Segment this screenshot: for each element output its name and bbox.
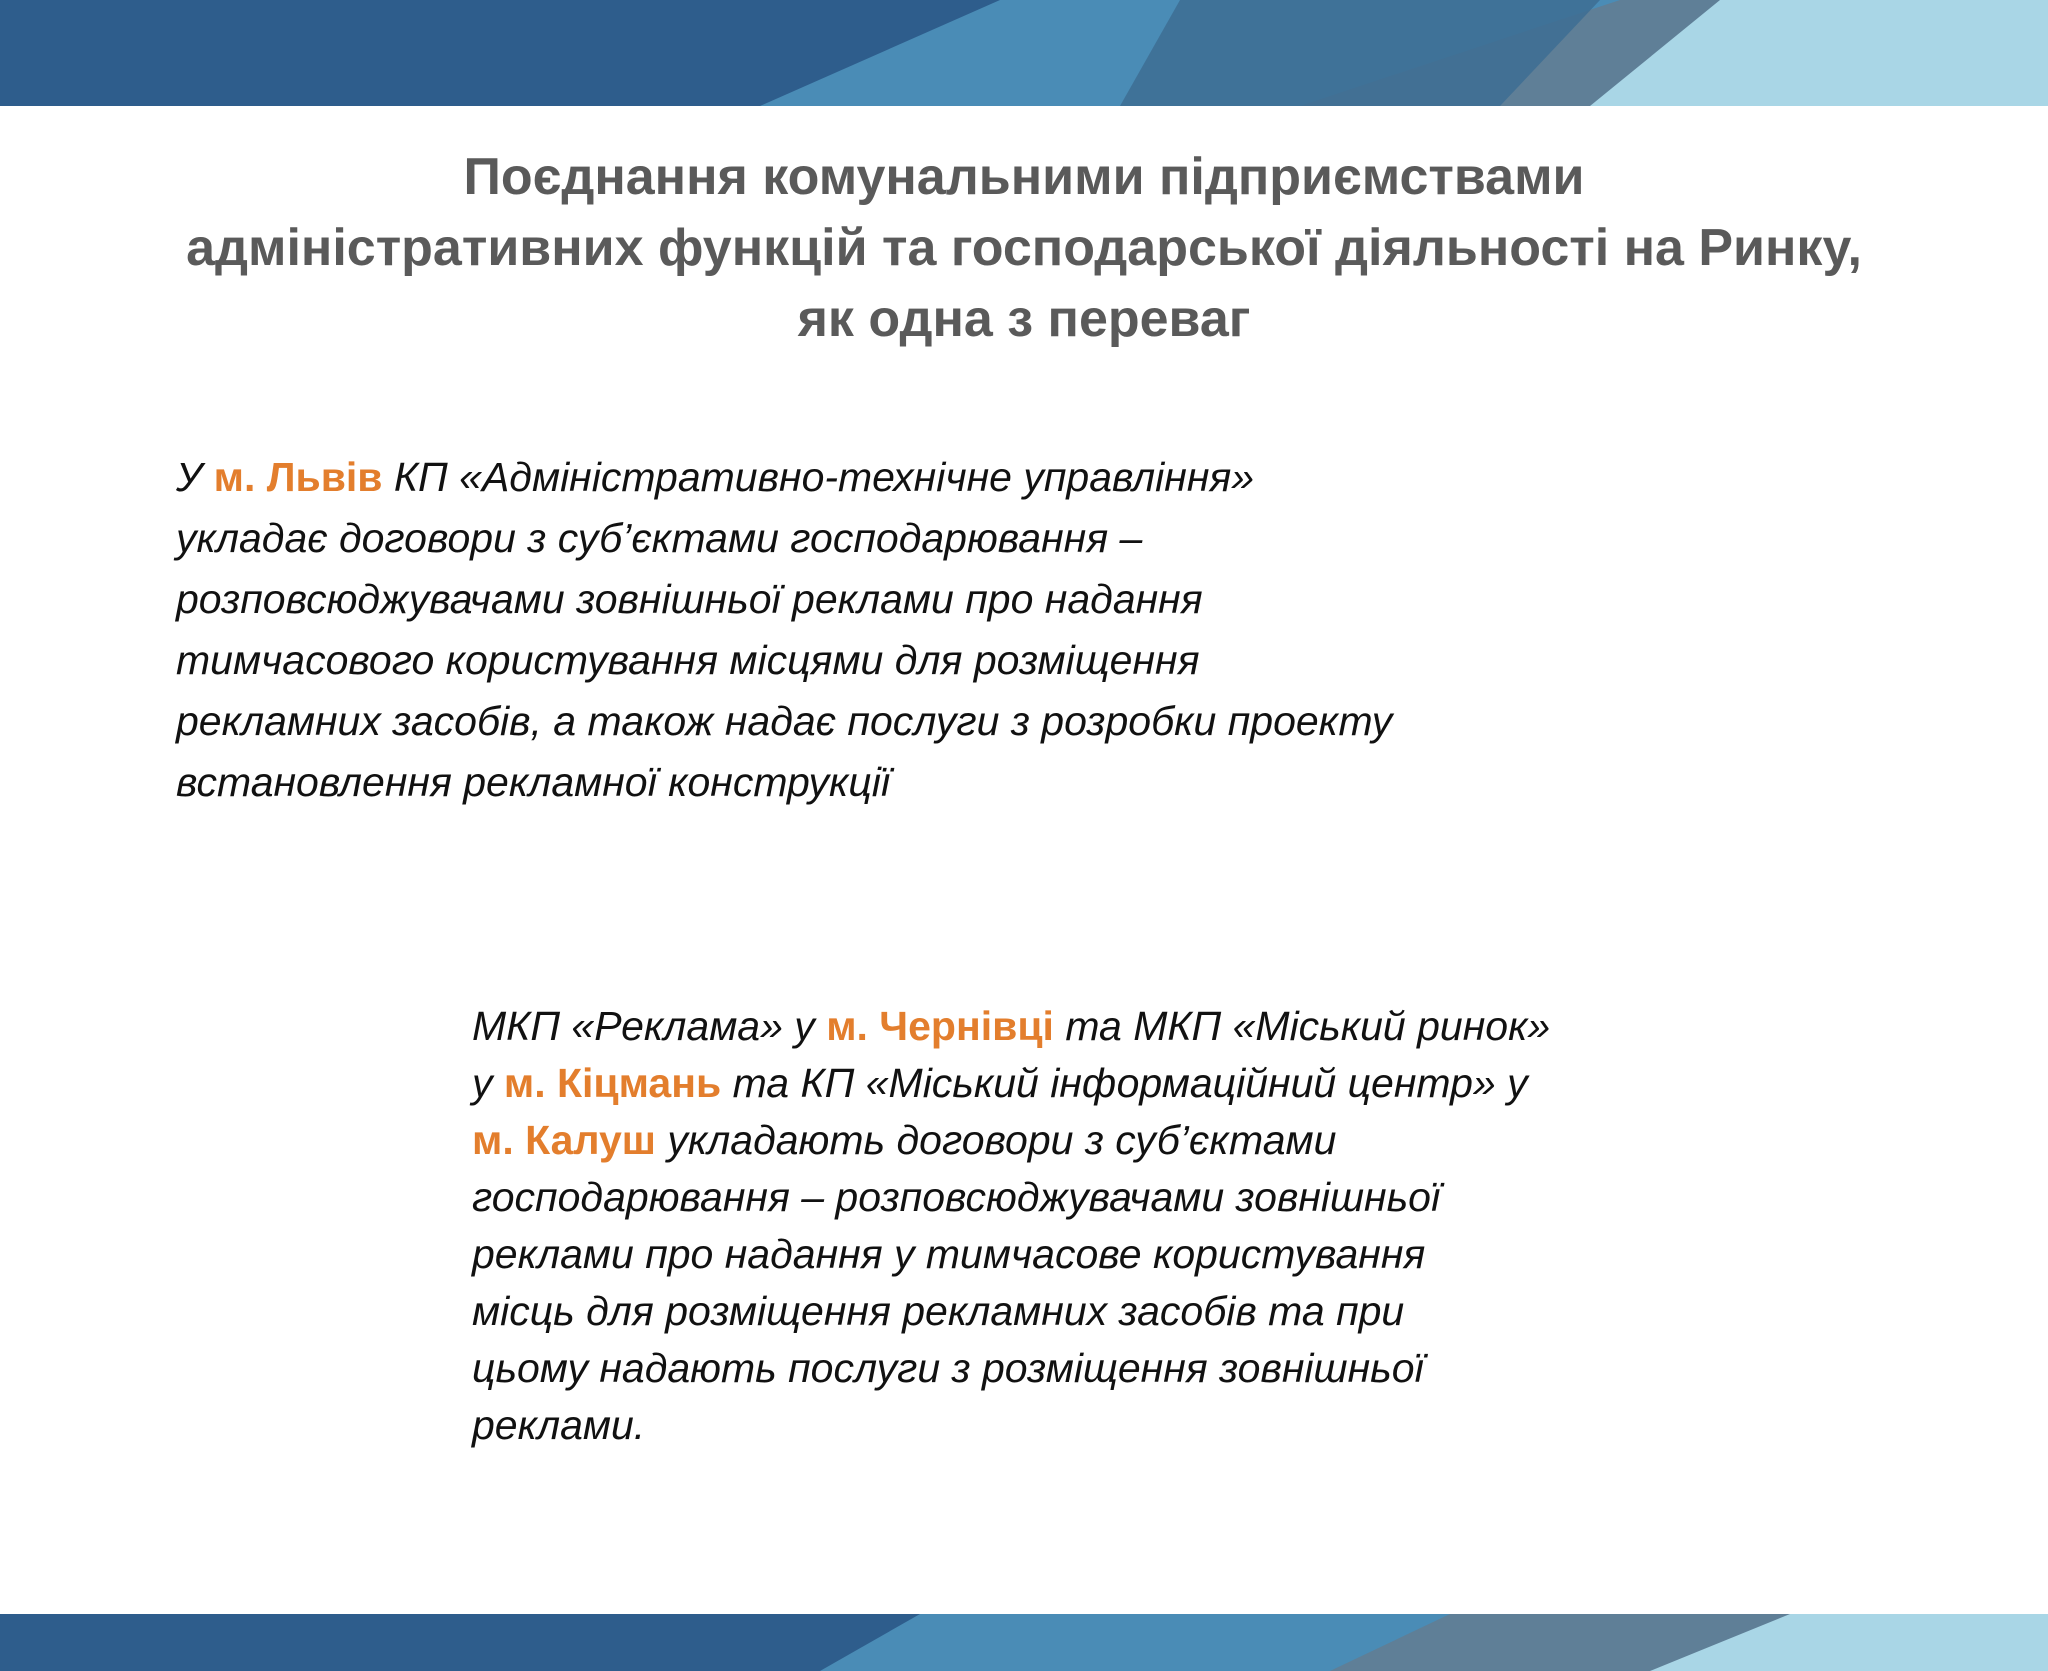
city-highlight-kitsman: м. Кіцмань	[503, 1060, 722, 1106]
text-segment: МКП «Реклама» у	[472, 1003, 827, 1049]
paragraph-lviv-line-3: розповсюджувачами зовнішньої реклами про надання	[176, 576, 1203, 622]
city-highlight-chernivtsi: м. Чернівці	[826, 1003, 1054, 1049]
paragraph-chernivtsi-line-3	[472, 1112, 1550, 1169]
slide-title	[40, 142, 2008, 355]
city-highlight-lviv: м. Львів	[213, 454, 383, 500]
paragraph-lviv-line-4: тимчасового користування місцями для розміщення	[176, 637, 1200, 683]
text-segment: КП «Адміністративно-технічне управління»	[382, 454, 1255, 500]
paragraph-chernivtsi-line-8: реклами.	[472, 1402, 646, 1448]
top-band-graphic	[0, 0, 2048, 106]
paragraph-lviv-line-5: рекламних засобів, а також надає послуги з розробки проекту	[176, 698, 1393, 744]
title-line-3: як одна з переваг	[797, 290, 1251, 348]
paragraph-lviv-line-6: встановлення рекламної конструкції	[176, 759, 890, 805]
paragraph-chernivtsi-line-4: господарювання – розповсюджувачами зовнішньої	[472, 1174, 1441, 1220]
paragraph-lviv-line-2: укладає договори з суб’єктами господарювання –	[176, 515, 1143, 561]
text-segment: та МКП «Міський ринок»	[1053, 1003, 1551, 1049]
paragraph-chernivtsi	[472, 998, 1550, 1454]
title-line-1: Поєднання комунальними підприємствами	[463, 148, 1585, 206]
bottom-band-graphic	[0, 1614, 2048, 1671]
text-segment: та КП «Міський інформаційний центр» у	[721, 1060, 1528, 1106]
text-segment: у	[472, 1060, 504, 1106]
text-segment: укладають договори з суб’єктами	[655, 1117, 1337, 1163]
paragraph-lviv	[176, 447, 1392, 813]
paragraph-chernivtsi-line-2	[472, 1055, 1550, 1112]
top-decorative-band	[0, 0, 2048, 106]
text-segment: У	[176, 454, 214, 500]
paragraph-lviv-line-1	[176, 447, 1392, 508]
title-line-2: адміністративних функцій та господарської діяльності на Ринку,	[186, 219, 1862, 277]
city-highlight-kalush: м. Калуш	[472, 1117, 656, 1163]
paragraph-chernivtsi-line-5: реклами про надання у тимчасове користування	[472, 1231, 1426, 1277]
paragraph-chernivtsi-line-6: місць для розміщення рекламних засобів та при	[472, 1288, 1405, 1334]
paragraph-chernivtsi-line-1	[472, 998, 1550, 1055]
paragraph-chernivtsi-line-7: цьому надають послуги з розміщення зовнішньої	[472, 1345, 1424, 1391]
bottom-decorative-band	[0, 1614, 2048, 1671]
